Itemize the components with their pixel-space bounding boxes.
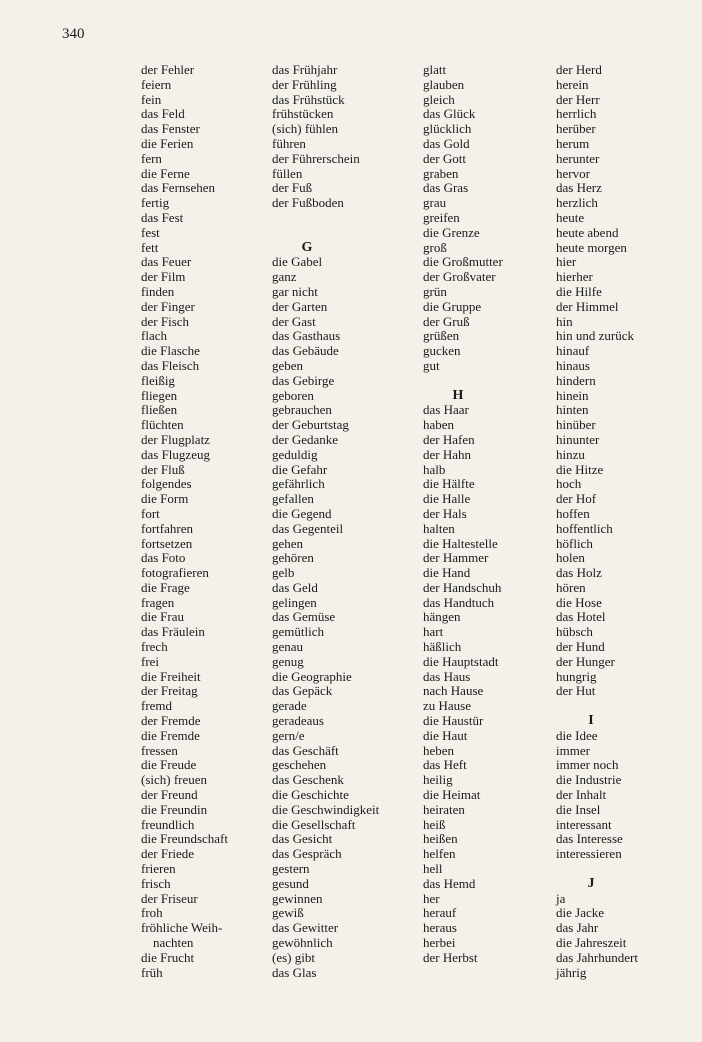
vocab-entry: der Film (141, 269, 186, 285)
vocab-entry: die Haut (423, 727, 468, 743)
vocab-entry: gleich (423, 91, 455, 107)
spacer (556, 862, 638, 877)
vocab-entry: geben (272, 357, 304, 373)
vocab-entry: der Fehler (141, 62, 195, 77)
vocab-entry: die Frucht (141, 949, 195, 965)
vocab-entry: (sich) freuen (141, 772, 208, 788)
vocab-entry: feiern (141, 76, 172, 92)
vocab-entry: frühstücken (272, 106, 334, 122)
vocab-entry: das Gespräch (272, 846, 342, 862)
vocab-entry: interessieren (556, 846, 622, 862)
vocab-entry: der Herr (556, 91, 600, 107)
vocab-entry: die Gruppe (423, 298, 482, 314)
vocab-entry: flüchten (141, 417, 184, 433)
vocab-entry: die Grenze (423, 224, 480, 240)
vocab-entry: die Freiheit (141, 668, 201, 684)
vocab-entry: das Geschäft (272, 742, 339, 758)
vocab-entry: gefährlich (272, 476, 325, 492)
vocab-entry: gucken (423, 343, 461, 359)
vocab-entry: gut (423, 357, 440, 373)
vocab-entry: das Gold (423, 135, 470, 151)
vocab-entry: glauben (423, 76, 465, 92)
vocab-entry: das Glück (423, 106, 476, 122)
vocab-entry: geschehen (272, 757, 327, 773)
vocab-entry: her (423, 890, 440, 906)
vocab-entry: der Frühling (272, 76, 337, 92)
vocab-entry: das Haar (423, 402, 469, 418)
vocab-entry: die Ferne (141, 165, 190, 181)
vocab-entry: die Freude (141, 757, 197, 773)
vocab-entry: das Frühjahr (272, 62, 338, 77)
vocab-entry: froh (141, 905, 163, 921)
vocab-entry: fließen (141, 402, 178, 418)
vocab-entry: der Hunger (556, 653, 615, 669)
vocab-entry: gesund (272, 875, 309, 891)
vocab-entry: herein (556, 76, 589, 92)
vocab-entry: das Feuer (141, 254, 192, 270)
vocab-entry: das Gebäude (272, 343, 339, 359)
vocab-entry: glatt (423, 62, 447, 77)
vocab-entry: gestern (272, 861, 310, 877)
vocab-entry: das Gegenteil (272, 520, 344, 536)
vocab-entry: der Gedanke (272, 431, 339, 447)
vocab-entry: fortfahren (141, 520, 193, 536)
vocab-entry: folgendes (141, 476, 192, 492)
vocab-entry: die Großmutter (423, 254, 503, 270)
section-letter: J (587, 875, 595, 891)
vocab-entry: das Hemd (423, 875, 476, 891)
vocab-entry: fertig (141, 195, 170, 211)
vocab-entry: heute abend (556, 224, 619, 240)
vocab-entry: die Freundin (141, 801, 208, 817)
vocab-entry: gar nicht (272, 283, 318, 299)
vocab-entry: hoffentlich (556, 520, 613, 536)
vocab-entry: das Geld (272, 579, 318, 595)
vocab-entry: herrlich (556, 106, 597, 122)
vocab-entry: frieren (141, 861, 176, 877)
vocab-entry: heben (423, 742, 455, 758)
vocab-entry: hinten (556, 402, 589, 418)
vocab-entry: hindern (556, 372, 596, 388)
vocab-entry: das Gewitter (272, 920, 339, 936)
vocab-entry: die Flasche (141, 343, 200, 359)
vocab-entry: fressen (141, 742, 178, 758)
vocab-entry: hoffen (556, 505, 590, 521)
vocab-entry: flach (141, 328, 167, 344)
vocab-entry: die Frau (141, 609, 184, 625)
vocab-entry: der Hut (556, 683, 596, 699)
vocab-entry: fragen (141, 594, 175, 610)
vocab-entry: greifen (423, 209, 460, 225)
vocab-entry: die Freundschaft (141, 831, 229, 847)
vocab-entry: der Hammer (423, 550, 489, 566)
vocab-entry: gefallen (272, 491, 314, 507)
vocab-entry: heute morgen (556, 239, 627, 255)
vocab-entry: der Finger (141, 298, 195, 314)
vocab-entry: das Handtuch (423, 594, 495, 610)
vocab-entry: gern/e (272, 727, 305, 743)
vocab-entry: frisch (141, 875, 171, 891)
vocab-entry: finden (141, 283, 175, 299)
vocab-entry: das Foto (141, 550, 186, 566)
vocab-entry: der Großvater (423, 269, 496, 285)
vocab-entry: der Hund (556, 639, 605, 655)
vocab-entry: heiraten (423, 801, 465, 817)
vocab-entry: der Hals (423, 505, 467, 521)
vocab-entry: fett (141, 239, 159, 255)
vocab-column-1 (141, 63, 228, 980)
vocab-entry: heißen (423, 831, 458, 847)
vocab-entry: fröhliche Weih- (141, 920, 223, 936)
vocab-entry: fleißig (141, 372, 175, 388)
vocab-entry: das Gepäck (272, 683, 333, 699)
vocab-entry: der Gast (272, 313, 316, 329)
vocab-entry: die Idee (556, 727, 598, 743)
vocab-entry: geboren (272, 387, 314, 403)
vocab-entry: das Fenster (141, 121, 200, 137)
vocab-entry: gelb (272, 565, 295, 581)
vocab-column-3 (423, 63, 503, 966)
vocab-entry: gehören (272, 550, 314, 566)
vocab-entry: das Interesse (556, 831, 623, 847)
vocab-entry: hinaus (556, 357, 590, 373)
vocab-entry: die Gegend (272, 505, 332, 521)
vocab-entry: der Herbst (423, 949, 478, 965)
vocab-entry: herüber (556, 121, 596, 137)
vocab-entry: die Heimat (423, 787, 481, 803)
vocab-entry: das Gasthaus (272, 328, 341, 344)
vocab-entry: das Fleisch (141, 357, 200, 373)
vocab-entry: hell (423, 861, 443, 877)
vocab-entry: die Hauptstadt (423, 653, 499, 669)
vocab-entry: geradeaus (272, 713, 324, 729)
vocab-column-4 (556, 63, 638, 980)
vocab-entry: das Haus (423, 668, 471, 684)
spacer (556, 699, 638, 714)
vocab-entry: heiß (423, 816, 446, 832)
vocab-entry: die Gabel (272, 254, 323, 270)
vocab-entry: der Führerschein (272, 150, 360, 166)
vocab-entry: das Gebirge (272, 372, 335, 388)
vocab-entry: herauf (423, 905, 457, 921)
vocab-entry: herunter (556, 150, 600, 166)
vocab-entry: interessant (556, 816, 612, 832)
vocab-entry: die Geschichte (272, 787, 349, 803)
vocab-entry: das Gesicht (272, 831, 333, 847)
vocab-entry: zu Hause (423, 698, 472, 714)
vocab-entry: hübsch (556, 624, 593, 640)
vocab-entry: frech (141, 639, 168, 655)
section-letter: I (588, 713, 594, 729)
vocab-entry: das Flugzeug (141, 446, 210, 462)
section-letter: G (301, 239, 313, 255)
vocab-entry: der Freund (141, 787, 198, 803)
vocab-entry: der Himmel (556, 298, 619, 314)
vocab-entry: die Hilfe (556, 283, 602, 299)
vocab-entry: der Friede (141, 846, 195, 862)
vocab-entry: hoch (556, 476, 582, 492)
vocab-entry: holen (556, 550, 585, 566)
vocab-entry: die Halle (423, 491, 471, 507)
vocab-entry: das Jahrhundert (556, 949, 638, 965)
vocab-entry: grüßen (423, 328, 460, 344)
vocab-entry: hin und zurück (556, 328, 634, 344)
vocab-entry: füllen (272, 165, 303, 181)
vocab-entry: helfen (423, 846, 456, 862)
vocab-entry: herbei (423, 935, 456, 951)
vocab-entry: fliegen (141, 387, 178, 403)
vocab-entry: fotografieren (141, 565, 209, 581)
vocab-entry: der Hafen (423, 431, 475, 447)
vocab-entry: gebrauchen (272, 402, 332, 418)
vocab-entry: die Gesellschaft (272, 816, 356, 832)
vocab-entry: der Hof (556, 491, 597, 507)
vocab-entry: heilig (423, 772, 453, 788)
vocab-entry: die Jacke (556, 905, 605, 921)
vocab-entry: fremd (141, 698, 173, 714)
vocab-entry: die Gefahr (272, 461, 328, 477)
vocab-entry: der Geburtstag (272, 417, 349, 433)
vocab-entry: die Jahreszeit (556, 935, 627, 951)
vocab-entry: das Jahr (556, 920, 599, 936)
vocab-entry: heute (556, 209, 585, 225)
vocab-entry: ja (556, 890, 566, 906)
vocab-entry: hängen (423, 609, 461, 625)
vocab-entry: immer noch (556, 757, 619, 773)
vocab-entry: fortsetzen (141, 535, 193, 551)
vocab-entry: die Haustür (423, 713, 484, 729)
vocab-entry: die Hose (556, 594, 602, 610)
vocab-entry: fort (141, 505, 160, 521)
vocab-entry: gerade (272, 698, 307, 714)
vocab-entry: häßlich (423, 639, 462, 655)
vocab-entry: gewöhnlich (272, 935, 333, 951)
vocab-entry: das Frühstück (272, 91, 345, 107)
vocab-entry: glücklich (423, 121, 472, 137)
vocab-entry: führen (272, 135, 306, 151)
vocab-entry: groß (423, 239, 447, 255)
vocab-entry: graben (423, 165, 459, 181)
vocab-entry: heraus (423, 920, 457, 936)
vocab-entry: das Holz (556, 565, 602, 581)
vocab-entry: höflich (556, 535, 593, 551)
vocab-entry: der Fluß (141, 461, 185, 477)
vocab-entry: das Gras (423, 180, 469, 196)
vocab-entry: der Fisch (141, 313, 190, 329)
vocab-entry: herum (556, 135, 590, 151)
vocab-entry: der Hahn (423, 446, 472, 462)
spacer (272, 226, 379, 241)
vocab-entry: freundlich (141, 816, 195, 832)
vocab-entry: haben (423, 417, 455, 433)
vocab-entry: grau (423, 195, 447, 211)
vocab-entry: hinauf (556, 343, 590, 359)
spacer (423, 374, 503, 389)
vocab-entry: die Industrie (556, 772, 622, 788)
vocab-entry: die Haltestelle (423, 535, 498, 551)
vocab-entry: der Gott (423, 150, 466, 166)
vocab-entry: das Herz (556, 180, 602, 196)
vocab-entry: hören (556, 579, 586, 595)
vocab-entry: gelingen (272, 594, 317, 610)
vocab-entry: der Garten (272, 298, 328, 314)
vocab-entry: die Hand (423, 565, 471, 581)
vocab-entry: hart (423, 624, 444, 640)
vocab-entry: gewinnen (272, 890, 323, 906)
vocab-entry: das Fernsehen (141, 180, 216, 196)
vocab-entry: der Friseur (141, 890, 198, 906)
vocab-entry: das Glas (272, 964, 317, 980)
vocab-entry: das Heft (423, 757, 467, 773)
vocab-entry: hungrig (556, 668, 597, 684)
vocab-entry: (es) gibt (272, 949, 315, 965)
vocab-entry: hinüber (556, 417, 596, 433)
vocab-entry: hin (556, 313, 573, 329)
vocab-entry: der Gruß (423, 313, 470, 329)
vocab-entry: die Insel (556, 801, 601, 817)
section-letter: H (452, 387, 464, 403)
vocab-entry: das Fest (141, 209, 184, 225)
vocab-entry: nach Hause (423, 683, 484, 699)
vocab-entry: das Hotel (556, 609, 606, 625)
vocab-entry: der Inhalt (556, 787, 607, 803)
vocab-entry: der Fremde (141, 713, 201, 729)
vocab-entry: fern (141, 150, 162, 166)
vocab-entry: herzlich (556, 195, 598, 211)
vocab-entry: halten (423, 520, 455, 536)
vocab-entry: hinzu (556, 446, 585, 462)
vocab-entry: hervor (556, 165, 590, 181)
page-number: 340 (62, 26, 85, 42)
vocab-entry: die Form (141, 491, 189, 507)
spacer (272, 211, 379, 226)
vocab-entry: frei (141, 653, 160, 669)
vocab-entry: fein (141, 91, 162, 107)
vocab-entry: grün (423, 283, 447, 299)
vocab-entry: der Herd (556, 62, 602, 77)
vocab-entry: (sich) fühlen (272, 121, 339, 137)
vocab-entry: jährig (556, 964, 587, 980)
vocab-entry: halb (423, 461, 446, 477)
vocab-entry: der Fuß (272, 180, 313, 196)
vocab-entry: gewiß (272, 905, 304, 921)
vocab-entry: der Flugplatz (141, 431, 210, 447)
vocab-entry: das Fräulein (141, 624, 205, 640)
vocab-entry: das Feld (141, 106, 185, 122)
vocab-entry: gehen (272, 535, 304, 551)
vocab-entry: genau (272, 639, 304, 655)
vocab-entry: ganz (272, 269, 297, 285)
vocab-entry: der Freitag (141, 683, 198, 699)
vocab-entry: die Fremde (141, 727, 200, 743)
vocab-entry: gemütlich (272, 624, 324, 640)
vocab-entry: hierher (556, 269, 593, 285)
vocab-entry: die Ferien (141, 135, 194, 151)
vocab-entry: das Gemüse (272, 609, 336, 625)
vocab-entry: fest (141, 224, 160, 240)
vocab-entry: genug (272, 653, 304, 669)
vocab-entry: der Fußboden (272, 195, 344, 211)
vocab-entry: das Geschenk (272, 772, 344, 788)
vocab-entry: nachten (153, 935, 194, 951)
vocab-entry: geduldig (272, 446, 318, 462)
vocab-entry: die Geschwindigkeit (272, 801, 380, 817)
vocab-entry: hier (556, 254, 577, 270)
vocab-entry: hinunter (556, 431, 600, 447)
vocab-entry: die Hälfte (423, 476, 475, 492)
vocab-entry: die Hitze (556, 461, 604, 477)
vocab-column-2 (272, 63, 379, 980)
vocab-entry: die Frage (141, 579, 190, 595)
vocab-entry: immer (556, 742, 590, 758)
vocab-entry: die Geographie (272, 668, 352, 684)
vocab-entry: hinein (556, 387, 589, 403)
vocab-entry: früh (141, 964, 163, 980)
vocab-entry: der Handschuh (423, 579, 502, 595)
